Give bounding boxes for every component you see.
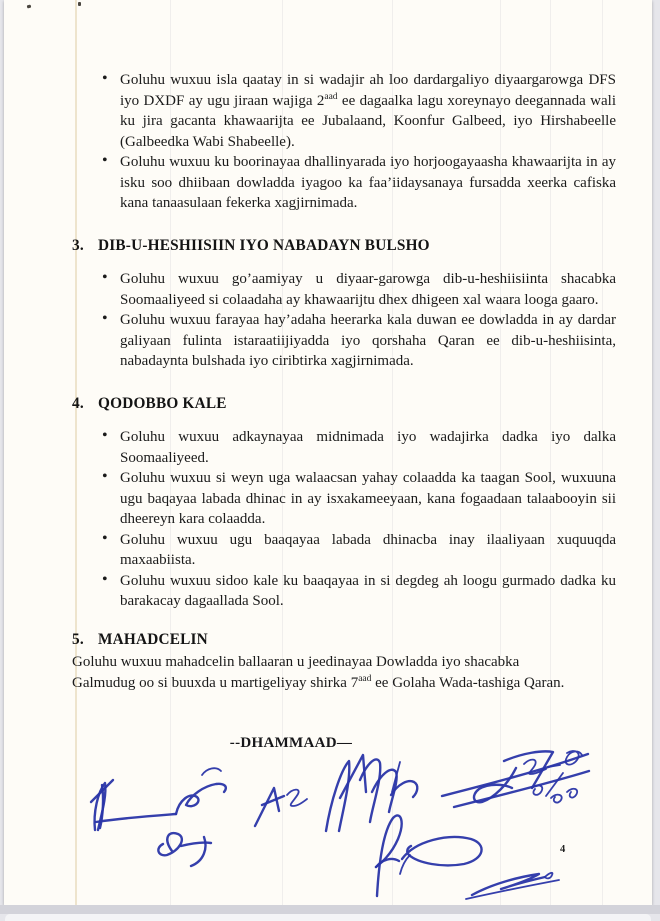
signature-date xyxy=(442,751,589,807)
document-page xyxy=(4,0,652,905)
section-heading-5 xyxy=(72,630,616,651)
signature-loop xyxy=(376,815,482,896)
paragraph-line: Goluhu wuxuu mahadcelin ballaaran u jeedinayaa Dowladda iyo shacabka xyxy=(72,654,520,670)
signature-center-tall xyxy=(326,755,417,831)
document-body xyxy=(4,0,652,693)
bullet-text: Goluhu wuxuu adkaynayaa midnimada iyo wadajirka dadka iyo dalka Soomaaliyeed. xyxy=(120,429,616,466)
bullet-item xyxy=(100,310,616,372)
section-title: DIB-U-HESHIISIIN IYO NABADAYN BULSHO xyxy=(98,236,430,254)
bullet-item xyxy=(100,427,616,468)
signature-left-lower xyxy=(158,833,211,866)
bullet-item xyxy=(100,571,616,612)
section-heading-4 xyxy=(72,394,616,415)
section-number: 5. xyxy=(72,630,84,648)
page-number: 4 xyxy=(560,844,566,855)
bullet-item xyxy=(100,70,616,152)
ordinal-superscript: aad xyxy=(358,673,372,684)
bullet-text: Goluhu wuxuu ugu baaqayaa labada dhinacba inay ilaaliyaan xuquuqda maxaabiista. xyxy=(120,531,616,568)
page-separator xyxy=(0,905,660,914)
signature-left xyxy=(91,768,226,830)
bullet-text: Goluhu wuxuu farayaa hay’adaha heerarka kala duwan ee dowladda in ay dardar galiyaan fulinta istaraatiijiyadda iyo qorshaha Qaran ee dib-u-heshiisinta, nabadaynta bulshada iyo ciribtirka xagjirnimada. xyxy=(120,312,616,369)
section-number: 3. xyxy=(72,236,84,254)
bullet-text: Goluhu wuxuu sidoo kale ku baaqayaa in si degdeg ah loogu gurmado dadka ku barakacay dagaallada Sool. xyxy=(120,572,616,609)
bullet-item xyxy=(100,468,616,530)
bullet-text: ee dagaalka lagu xoreynayo deegannada wali ku jira gacanta khawaarijta ee Jubalaand, Koonfur Galbeed, iyo Hirshabeelle (Galbeedka Wabi Shabeelle). xyxy=(120,92,616,150)
section-title: QODOBBO KALE xyxy=(98,394,227,412)
bullet-text: Goluhu wuxuu si weyn uga walaacsan yahay colaadda ka taagan Sool, wuxuuna ugu baqayaa labada dhinac in ay isxakameeyaan, kana fogaadaan talaabooyin sii dheereyn kara colaadda. xyxy=(120,470,616,527)
section-title: MAHADCELIN xyxy=(98,630,208,648)
handwritten-signatures xyxy=(80,738,620,904)
bullet-text: Goluhu wuxuu ku boorinayaa dhallinyarada iyo horjoogayaasha khawaarijta in ay isku soo dhiibaan dowladda iyagoo ka faa’iidaysanaya fursadda xeerka cafiska kana tanaasulaan fekerka xagjirnimada. xyxy=(120,154,616,211)
next-page-edge xyxy=(5,914,651,921)
bullet-text: Goluhu wuxuu go’aamiyay u diyaar-garowga dib-u-heshiisiinta shacabka Soomaaliyeed si colaadaha ay khawaarijtu dhex dhigeen xal waara looga gaaro. xyxy=(120,271,616,308)
bullet-text: Goluhu wuxuu isla qaatay in si wadajir ah loo dardargaliyo diyaargarowga DFS iyo DXDF ay ugu jiraan wajiga 2 xyxy=(120,72,616,109)
paragraph-line: ee Golaha Wada-tashiga Qaran. xyxy=(371,674,565,691)
bullet-item xyxy=(100,269,616,310)
bullet-item xyxy=(100,530,616,571)
section4-bullet-list xyxy=(100,427,616,612)
bullet-item xyxy=(100,152,616,214)
section-heading-3 xyxy=(72,236,616,257)
ordinal-superscript: aad xyxy=(324,91,338,102)
section-number: 4. xyxy=(72,394,84,412)
signature-bottom-right xyxy=(466,873,559,899)
intro-bullet-list xyxy=(100,70,616,214)
end-of-document-mark: --DHAMMAAD— xyxy=(229,735,353,751)
signature-center-az xyxy=(255,788,307,826)
section3-bullet-list xyxy=(100,269,616,372)
paragraph-line: Galmudug oo si buuxda u martigeliyay shirka 7 xyxy=(72,674,359,691)
closing-paragraph xyxy=(72,652,616,693)
